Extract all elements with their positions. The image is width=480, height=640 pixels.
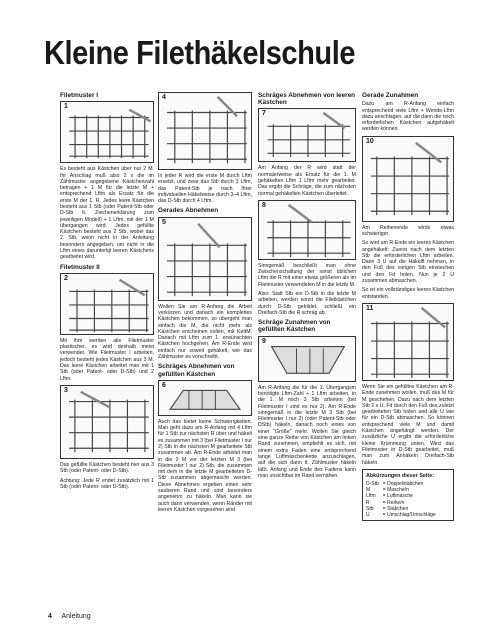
- figure-7: [258, 108, 356, 162]
- figure-10: [362, 136, 454, 222]
- figure-number: 10: [366, 137, 374, 145]
- text-achtung: Achtung: Jede R endet zusätzlich mit 1 Stb (oder Patent- oder D-Stb).: [60, 477, 154, 490]
- heading-filetmuster-1: Filetmuster I: [60, 92, 98, 99]
- figure-number: 2: [64, 274, 68, 282]
- figure-number: 6: [162, 381, 166, 389]
- footer-label: Anleitung: [61, 613, 91, 620]
- abbr-value: = Doppelstäbchen: [382, 481, 424, 488]
- abbreviation-row: [366, 512, 440, 518]
- column-4: [362, 92, 454, 521]
- crochet-mesh-illustration: [61, 386, 153, 458]
- figure-number: 8: [262, 201, 266, 209]
- column-1: [60, 92, 154, 493]
- text-first-stitch: In jeder R wird die erste M durch Lftm ersetzt, und zwar das Stb durch 3 Lftm, das Patent-Stb je nach Ihrer individuellen Häkelweise durch 3–4 Lftm, das D-Stb durch 4 Lftm.: [158, 173, 253, 205]
- crochet-mesh-illustration: [259, 337, 355, 381]
- heading-schraeges-abnehmen-gefuellt: Schräges Abnehmen von gefüllten Kästchen: [158, 363, 235, 378]
- figure-8: [258, 200, 356, 260]
- abbr-key: R: [366, 499, 370, 506]
- figure-number: 1: [64, 103, 68, 111]
- crochet-mesh-illustration: [363, 137, 453, 221]
- text-filetmuster-1: Es besteht aus Kästchen über nur 2 M. Ihr Anschlag muß also 2 x die im Zählmuster angegebene Kästchenzahl betragen + 1 M für die letzte M + entsprechend Lftm als Ersatz für die erste M der 1. R. Jedes leere Kästchen besteht aus 1 Stb (oder Patent-Stb oder D-Stb lt. Zeichenerklärung zum jeweiligen Modell) + 1 Lftm, mit der 1 M übergangen wird. Jedes gefüllte Kästchen besteht aus 2 Stb, wobei das 2. Stb, wenn nicht in der Anleitung besonders angegeben, um nicht in die Lftm eines darunterlgl leeren Kästchens gearbeitet wird.: [60, 166, 154, 261]
- crochet-mesh-illustration: [159, 218, 251, 300]
- text-filled-box: Das gefüllte Kästchen besteht hier aus 3 Stb (oder Patent- oder D-Stb).: [60, 461, 154, 475]
- crochet-mesh-illustration: [259, 201, 355, 259]
- crochet-mesh-illustration: [61, 274, 153, 334]
- figure-number: 11: [366, 304, 374, 312]
- figure-3: [60, 385, 154, 459]
- page-footer: [48, 613, 91, 620]
- abbr-key: Lftm: [366, 493, 376, 500]
- figure-4: [158, 92, 252, 170]
- figure-2: [60, 273, 154, 335]
- crochet-mesh-illustration: [159, 93, 251, 169]
- text-gerade-zunahmen: Dazu am R-Anfang einfach entsprechend viele Lftm + Wende-Lftm dazu anschlagen, auf die dann die noch erforderlichen Kästchen aufgehäkelt werden können.: [362, 101, 454, 133]
- crochet-mesh-illustration: [61, 102, 153, 162]
- figure-number: 3: [64, 386, 68, 394]
- heading-gerade-zunahmen: Gerade Zunahmen: [362, 92, 419, 99]
- crochet-mesh-illustration: [363, 304, 453, 380]
- figure-1: [60, 101, 154, 163]
- abbr-value: = Masche/n: [382, 487, 409, 494]
- figure-6: [158, 380, 252, 416]
- text-vollstaendig: So ist ein vollständiges leeres Kästchen entstanden.: [362, 287, 454, 300]
- abbreviation-box: [362, 469, 454, 521]
- abbr-key: U: [366, 512, 370, 519]
- heading-filetmuster-2: Filetmuster II: [60, 263, 100, 271]
- abbreviation-title: Abkürzungen dieser Seite:: [366, 472, 434, 479]
- text-also: Also: Statt Stb ein D-Stb in die letzte M arbeiten, werden sonst die Filetkästchen durch D-Stb gebildet, schließt ein Dreifach-Stb die R schräg ab.: [258, 291, 356, 316]
- abbr-value: = Reihe/n: [382, 499, 405, 506]
- heading-schraege-zunahmen: Schräge Zunahmen von gefüllten Kästchen: [258, 319, 331, 334]
- heading-schraeges-abnehmen-leer: Schräges Abnehmen von leeren Kästchen: [258, 92, 356, 107]
- abbr-value: = Luftmasche: [382, 493, 413, 500]
- text-schraeges-abnehmen-leer: Am Anfang der R wird statt der normalerweise als Ersatz für die 1. M gehäkelten Lftm 1 Lftm mehr gearbeitet. Das ergibt die Schräge, die zum nächsten normal gehäkelten Kästchen überleitet.: [258, 165, 356, 197]
- column-3: [258, 92, 356, 482]
- figure-11: [362, 303, 454, 381]
- text-schraege-zunahmen: Am R-Anfang die für die 1. Übergangsm benötigte Lftm-Zahl + 1 Lftm arbeiten, in die 1. M noch 3 Stb arbeiten (bei Filetmuster I sind es nur 2). Am R-Ende sinngemäß in die letzte M 3 Stb (bei Filetmuster I nur 2) (oder Patent-Stb oder DStb) häkeln, danach noch eines von einer "Größe" mehr. Wollen Sie gleich eine ganze Reihe von Kästchen am linken Rand zunehmen, empfiehlt es sich, mit einem extra Faden eine entsprechend lange Luftmaschenkette anzuschlagen, auf die sich dann lt. Zählmuster häkeln läßt. Anfang und Ende des Fadens kann man unsichtbar im Rand vernähen.: [258, 384, 356, 479]
- abbr-key: D-Stb: [366, 481, 379, 488]
- figure-number: 9: [262, 337, 266, 345]
- figure-number: 5: [162, 218, 166, 226]
- abbr-value: = Stäbchen: [382, 505, 409, 512]
- page-title: Kleine Filethäkelschule: [44, 34, 356, 71]
- figure-number: 4: [162, 94, 166, 101]
- text-schraeges-abnehmen-gefuellt: Auch das bietet keine Schwierigkeiten. Man geht dazu am R-Anfang mit 4 Lftm für 1 Stb zur nächsten R über und häkelt es zusammen mit 3 (bei Filetmuster I nur 2) Stb in die nächsten M gearbeitete Stb zusammen ab. Am R-Ende arbeitet man in die 3 M vor der letzten M 3 (bei Filetmuster I nur 2) Stb, die zusammen mit dem in die letzte M gearbeiteten D-Stb zusammen abgemascht werden. Diese Abnehmen ergeben einen sehr sauberen Rand und sind besonders angenehm zu häkeln. Man kann sie auch dann verwenden, wenn Ränder mit leeren Kästchen vorgesehen sind: [158, 418, 252, 513]
- figure-number: 7: [262, 110, 266, 118]
- abbr-key: M: [366, 487, 371, 494]
- crochet-mesh-illustration: [259, 109, 355, 161]
- text-leeres-kaestchen: So wird am R-Ende ein leeres Kästchen angehäkelt: Zuerst nach dem letzten Stb die erforderlichen Lftm arbeiten. Dann 3 U auf die Häkelfl nehmen, in den Fuß des vorigen Stb einstechen und den Fd holen. Nun je 2 U zusammen abmaschen.: [362, 240, 454, 285]
- abbr-value: = Umschlag/Umschläge: [382, 512, 436, 519]
- text-gerades-abnehmen: Wollen Sie am R-Anfang die Arbeit verkürzen und danach ein komplettes Kästchen bekommen, so übergeht man einfach die M, die nicht mehr als Kästchen erscheinen sollen, mit KettM. Danach mit Lftm zum 1. erwünschten Kästchen hochgehen. Am R-Ende wird einfach nur soweit gehäkelt, wie das Zählmuster es vorschreibt.: [158, 303, 252, 361]
- crochet-mesh-illustration: [159, 381, 251, 415]
- page-number: 4: [48, 613, 52, 620]
- abbreviation-table: [366, 481, 440, 518]
- text-filetmuster-2: Mit ihm werden alle Filetmuster plastischer, es wird deshalb meist verwendet. Wie Filetmuster I arbeiten, jedoch besteht jedes Kästchen aus 3 M. Das leere Kästchen arbeitet man mit 1 Stb (oder Patent- oder D-Stb) und 2 Lftm.: [60, 337, 154, 382]
- figure-9: [258, 336, 356, 382]
- text-gefuelltes-kaestchen: Wenn Sie ein gefülltes Kästchen am R-Ende zunehmen wollen, muß das M für M geschehen. Dazu nach dem letzten Stb 2 x U, Fd durch den Fuß des zuletzt gearbeiteten Stb holen und alle U wie für ein D-Stb abmaschen. So können entsprechend viele M und damit Kästchen angehängt werden. Der zusätzliche U ergibt die erforderliche kleine Krümmung unten. Wird das Filetmuster in D-Stb gearbeitet, muß man zum Anhäkeln Dreifach-Stb häkeln.: [362, 383, 454, 466]
- text-sinngemaess: Sinngemäß beschließt man ohne Zwischenschaltung der sonst üblichen Lftm die R mit einer etwas größeren als im Filetmuster verwendeten M in die letzte M.: [258, 262, 356, 288]
- text-reihenende: Am Reihenende wirds etwas schwieriger.: [362, 224, 454, 237]
- column-2: [158, 92, 252, 516]
- heading-gerades-abnehmen: Gerades Abnehmen: [158, 207, 219, 215]
- figure-5: [158, 217, 252, 301]
- abbr-key: Stb: [366, 505, 374, 512]
